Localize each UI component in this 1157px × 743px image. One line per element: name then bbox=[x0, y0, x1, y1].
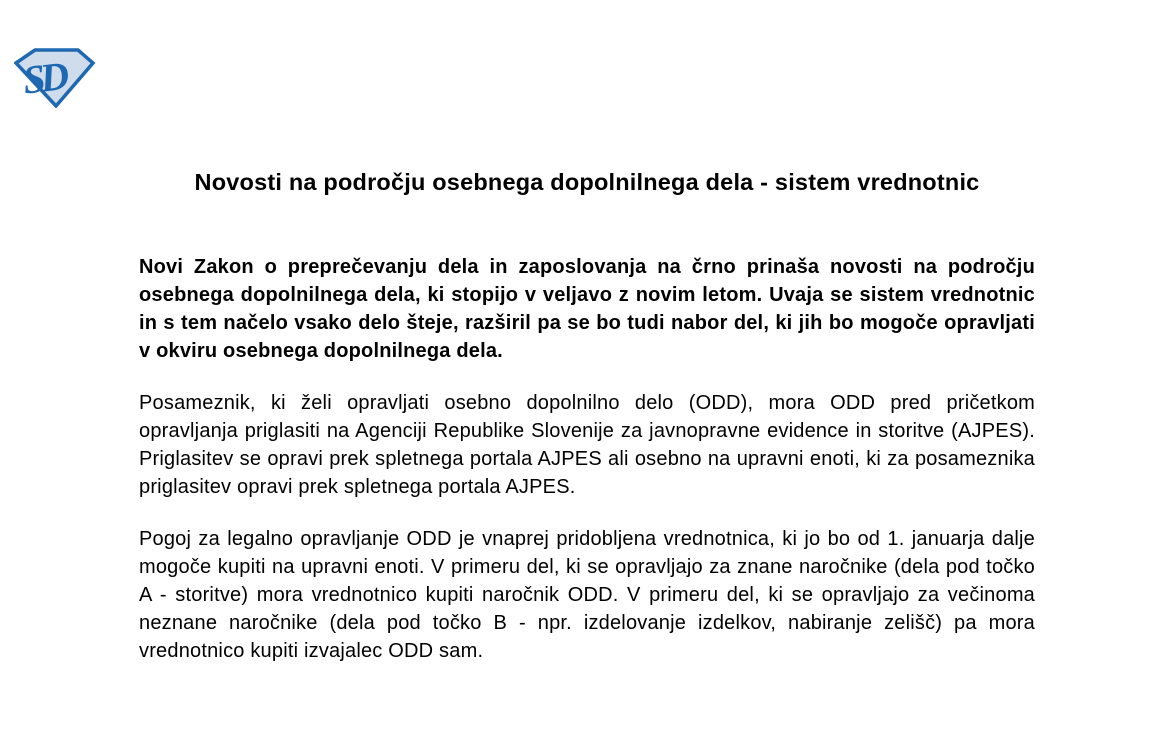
paragraph: Novi Zakon o preprečevanju dela in zaposlovanja na črno prinaša novosti na področju osebnega dopolnilnega dela, ki stopijo v veljavo z novim letom. Uvaja se sistem vrednotnic in s tem načelo vsako delo šteje, razširil pa se bo tudi nabor del, ki jih bo mogoče opravljati v okviru osebnega dopolnilnega dela. bbox=[139, 256, 1035, 362]
paragraph-list bbox=[139, 253, 1035, 665]
document-title: Novosti na področju osebnega dopolnilnega dela - sistem vrednotnic bbox=[194, 169, 980, 195]
logo-letters: SD bbox=[20, 53, 67, 103]
paragraph: Posameznik, ki želi opravljati osebno dopolnilno delo (ODD), mora ODD pred pričetkom opravljanja priglasiti na Agenciji Republike Slovenije za javnopravne evidence in storitve (AJPES). Priglasitev se opravi prek spletnega portala AJPES ali osebno na upravni enoti, ki za posameznika priglasitev opravi prek spletnega portala AJPES. bbox=[139, 392, 1035, 498]
paragraph: Pogoj za legalno opravljanje ODD je vnaprej pridobljena vrednotnica, ki jo bo od 1. januarja dalje mogoče kupiti na upravni enoti. V primeru del, ki se opravljajo za znane naročnike (dela pod točko A - storitve) mora vrednotnico kupiti naročnik ODD. V primeru del, ki se opravljajo za večinoma neznane naročnike (dela pod točko B - npr. izdelovanje izdelkov, nabiranje zelišč) pa mora vrednotnico kupiti izvajalec ODD sam. bbox=[139, 528, 1035, 662]
sd-logo-icon bbox=[14, 48, 96, 108]
document-content bbox=[139, 166, 1035, 689]
